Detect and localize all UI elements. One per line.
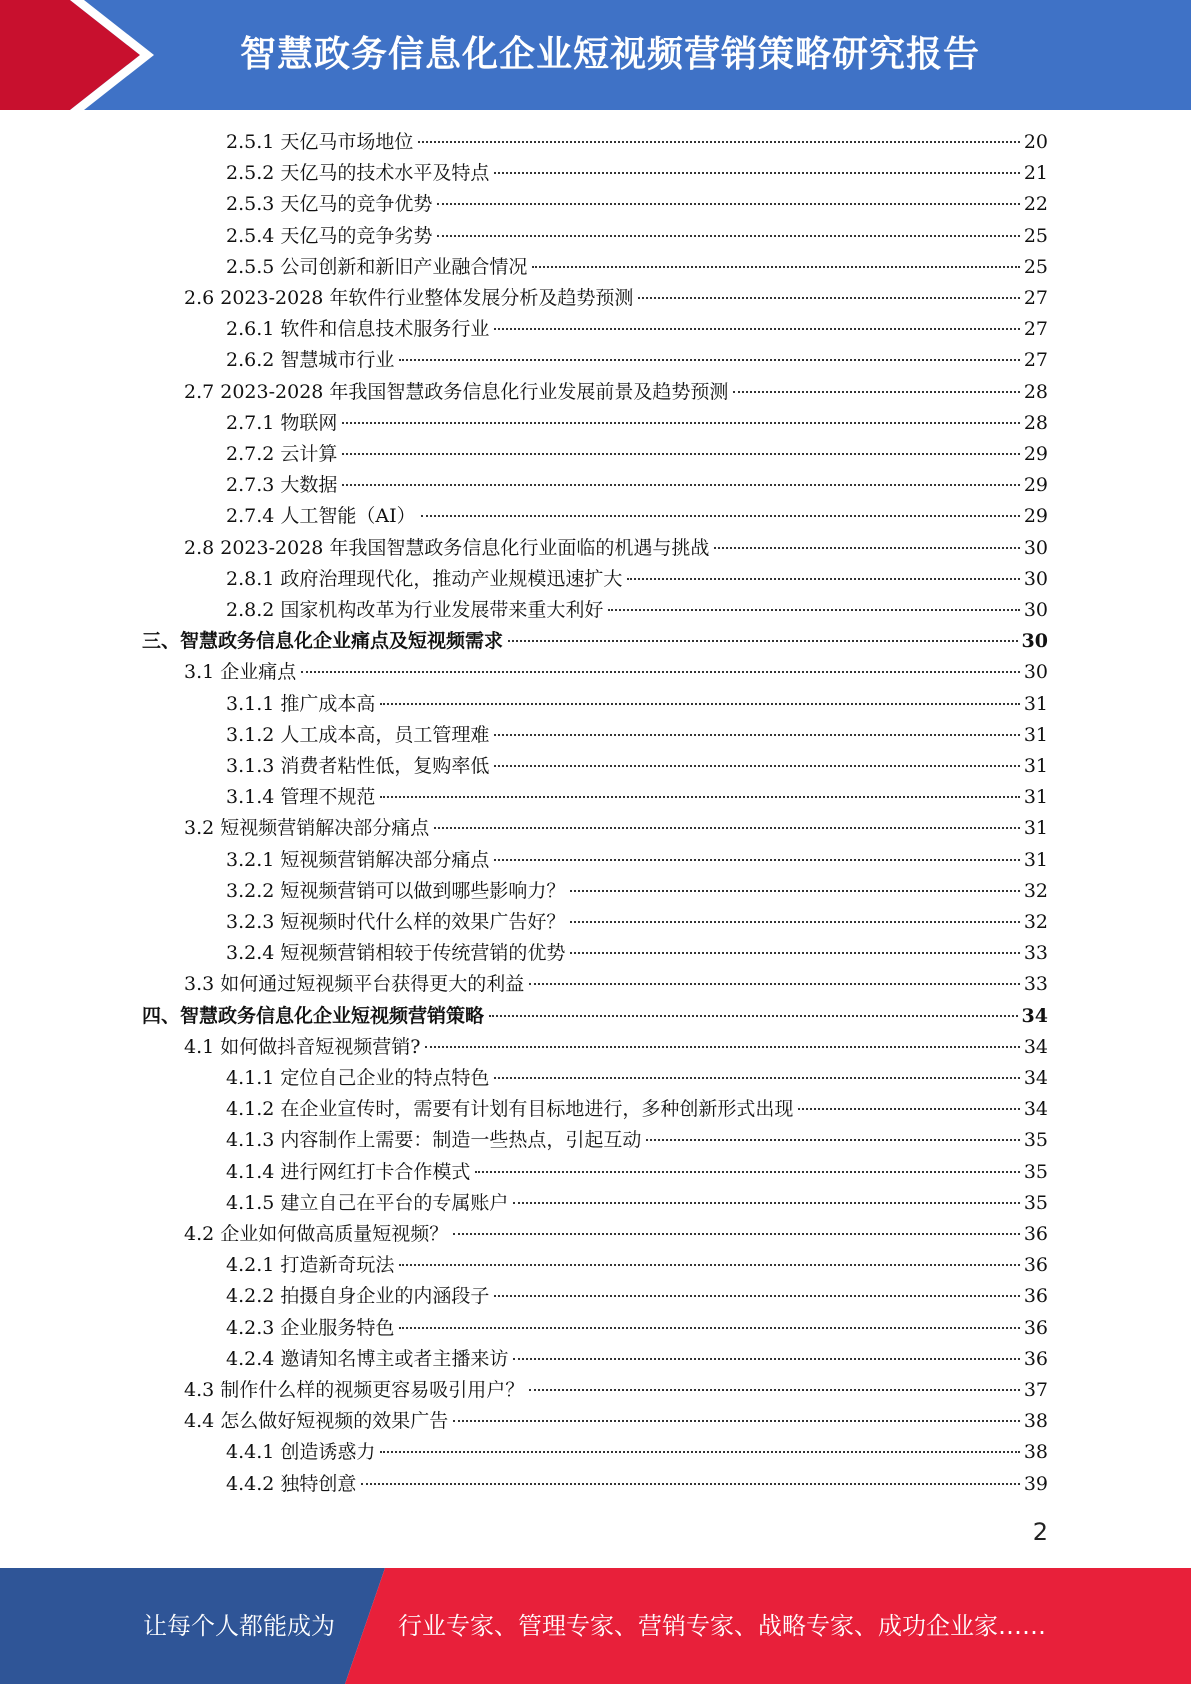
toc-leader-dots — [380, 796, 1019, 798]
toc-entry-title: 2.8.1 政府治理现代化，推动产业规模迅速扩大 — [226, 567, 623, 590]
toc-leader-dots — [570, 921, 1019, 923]
toc-entry-title: 4.2.2 拍摄自身企业的内涵段子 — [226, 1285, 490, 1308]
toc-entry[interactable] — [142, 626, 1048, 657]
toc-entry-page: 36 — [1023, 1223, 1048, 1245]
toc-entry[interactable] — [226, 1469, 1048, 1500]
toc-leader-dots — [798, 1108, 1019, 1110]
toc-entry[interactable] — [184, 969, 1048, 1000]
toc-leader-dots — [301, 671, 1020, 673]
toc-leader-dots — [489, 1015, 1018, 1017]
toc-entry-title: 4.2.4 邀请知名博主或者主播来访 — [226, 1347, 509, 1370]
toc-entry-title: 4.1 如何做抖音短视频营销? — [184, 1035, 421, 1058]
toc-leader-dots — [342, 453, 1019, 455]
toc-entry[interactable] — [226, 564, 1048, 595]
toc-leader-dots — [513, 1358, 1019, 1360]
toc-entry-page: 35 — [1023, 1160, 1048, 1183]
toc-leader-dots — [342, 484, 1019, 486]
toc-leader-dots — [494, 734, 1019, 736]
toc-entry-page: 25 — [1023, 255, 1048, 278]
toc-leader-dots — [494, 1077, 1019, 1079]
toc-entry-page: 30 — [1023, 567, 1048, 590]
toc-leader-dots — [494, 172, 1019, 174]
toc-entry-page: 36 — [1023, 1347, 1048, 1370]
toc-leader-dots — [714, 547, 1019, 549]
toc-leader-dots — [453, 1420, 1020, 1422]
toc-entry[interactable] — [226, 314, 1048, 345]
toc-entry-page: 31 — [1023, 817, 1048, 840]
toc-entry-title: 4.2 企业如何做高质量短视频？ — [184, 1223, 449, 1245]
toc-entry[interactable] — [226, 1094, 1048, 1125]
toc-entry-title: 2.7 2023-2028 年我国智慧政务信息化行业发展前景及趋势预测 — [184, 380, 729, 403]
toc-entry-page: 29 — [1023, 443, 1048, 465]
toc-entry-page: 20 — [1023, 131, 1048, 153]
toc-entry-page: 31 — [1023, 692, 1048, 715]
toc-entry[interactable] — [226, 470, 1048, 501]
toc-entry-title: 2.8.2 国家机构改革为行业发展带来重大利好 — [226, 599, 604, 621]
toc-entry-title: 3.3 如何通过短视频平台获得更大的利益 — [184, 973, 525, 996]
toc-entry-page: 34 — [1021, 1004, 1048, 1027]
toc-entry[interactable] — [184, 1375, 1048, 1406]
toc-entry[interactable] — [226, 876, 1048, 907]
toc-entry-page: 33 — [1023, 942, 1048, 965]
toc-leader-dots — [380, 703, 1019, 705]
toc-entry-title: 4.4 怎么做好短视频的效果广告 — [184, 1410, 449, 1433]
toc-entry-page: 29 — [1023, 505, 1048, 528]
toc-entry-title: 4.1.4 进行网红打卡合作模式 — [226, 1160, 471, 1183]
toc-entry-title: 4.1.3 内容制作上需要：制造一些热点，引起互动 — [226, 1129, 642, 1152]
toc-entry-title: 3.2.3 短视频时代什么样的效果广告好？ — [226, 911, 566, 933]
toc-entry-title: 2.7.2 云计算 — [226, 443, 338, 465]
toc-entry-title: 3.1.2 人工成本高，员工管理难 — [226, 723, 490, 746]
toc-entry-page: 34 — [1023, 1098, 1048, 1121]
toc-leader-dots — [529, 1389, 1020, 1391]
toc-entry-title: 3.1 企业痛点 — [184, 661, 297, 684]
toc-entry-page: 30 — [1023, 599, 1048, 621]
toc-entry[interactable] — [184, 377, 1048, 408]
toc-entry[interactable] — [184, 657, 1048, 688]
toc-entry[interactable] — [184, 1032, 1048, 1063]
toc-leader-dots — [399, 359, 1019, 361]
toc-entry[interactable] — [184, 1406, 1048, 1437]
toc-entry-page: 28 — [1023, 380, 1048, 403]
toc-entry[interactable] — [226, 782, 1048, 813]
toc-entry-title: 三、智慧政务信息化企业痛点及短视频需求 — [142, 630, 504, 653]
toc-entry-title: 2.5.2 天亿马的技术水平及特点 — [226, 162, 490, 185]
toc-entry[interactable] — [226, 1063, 1048, 1094]
toc-leader-dots — [638, 297, 1019, 299]
toc-entry-page: 28 — [1023, 411, 1048, 434]
toc-leader-dots — [529, 983, 1020, 985]
toc-entry[interactable] — [226, 907, 1048, 938]
toc-entry[interactable] — [184, 283, 1048, 314]
toc-entry-title: 2.5.4 天亿马的竞争劣势 — [226, 224, 433, 247]
toc-entry-page: 31 — [1023, 723, 1048, 746]
toc-leader-dots — [399, 1327, 1019, 1329]
toc-entry-title: 4.1.5 建立自己在平台的专属账户 — [226, 1191, 509, 1214]
toc-entry-page: 32 — [1023, 879, 1048, 902]
toc-entry-title: 4.4.2 独特创意 — [226, 1472, 357, 1495]
toc-entry-title: 2.5.1 天亿马市场地位 — [226, 131, 414, 153]
toc-leader-dots — [399, 1264, 1019, 1266]
toc-entry-page: 31 — [1023, 786, 1048, 809]
toc-entry-title: 2.6.2 智慧城市行业 — [226, 349, 395, 372]
toc-entry-page: 22 — [1023, 193, 1048, 216]
toc-entry-title: 4.2.3 企业服务特色 — [226, 1316, 395, 1339]
toc-leader-dots — [425, 1046, 1019, 1048]
toc-entry-title: 3.2.4 短视频营销相较于传统营销的优势 — [226, 942, 566, 965]
toc-leader-dots — [418, 141, 1019, 143]
toc-entry[interactable] — [226, 595, 1048, 626]
toc-entry-title: 4.2.1 打造新奇玩法 — [226, 1254, 395, 1277]
toc-entry-page: 27 — [1023, 318, 1048, 341]
toc-entry-title: 4.1.2 在企业宣传时，需要有计划有目标地进行，多种创新形式出现 — [226, 1098, 794, 1121]
toc-entry-page: 27 — [1023, 287, 1048, 309]
toc-entry-page: 30 — [1023, 536, 1048, 559]
toc-entry-page: 30 — [1023, 661, 1048, 684]
toc-leader-dots — [608, 609, 1019, 611]
toc-entry-page: 21 — [1023, 162, 1048, 185]
toc-entry[interactable] — [226, 751, 1048, 782]
toc-entry-page: 39 — [1023, 1472, 1048, 1495]
toc-leader-dots — [342, 422, 1019, 424]
toc-entry-page: 33 — [1023, 973, 1048, 996]
toc-leader-dots — [361, 1483, 1019, 1485]
toc-leader-dots — [434, 827, 1020, 829]
toc-leader-dots — [437, 203, 1019, 205]
toc-entry[interactable] — [184, 1219, 1048, 1250]
toc-entry-title: 2.6.1 软件和信息技术服务行业 — [226, 318, 490, 341]
toc-entry[interactable] — [226, 1157, 1048, 1188]
header-arrow-icon — [0, 0, 180, 110]
toc-entry[interactable] — [226, 845, 1048, 876]
toc-entry-page: 29 — [1023, 474, 1048, 497]
toc-entry[interactable] — [226, 1437, 1048, 1468]
toc-entry[interactable] — [184, 813, 1048, 844]
toc-entry-page: 35 — [1023, 1191, 1048, 1214]
toc-entry-title: 3.2.2 短视频营销可以做到哪些影响力？ — [226, 879, 566, 902]
toc-entry-page: 34 — [1023, 1067, 1048, 1089]
toc-leader-dots — [646, 1139, 1019, 1141]
toc-leader-dots — [453, 1233, 1020, 1235]
toc-leader-dots — [532, 266, 1019, 268]
toc-entry-title: 四、智慧政务信息化企业短视频营销策略 — [142, 1004, 485, 1027]
toc-entry[interactable] — [142, 1001, 1048, 1032]
report-title: 智慧政务信息化企业短视频营销策略研究报告 — [240, 34, 981, 75]
toc-entry-title: 2.7.4 人工智能（AI） — [226, 505, 416, 528]
toc-entry[interactable] — [226, 408, 1048, 439]
toc-entry-page: 36 — [1023, 1316, 1048, 1339]
toc-leader-dots — [380, 1451, 1019, 1453]
toc-leader-dots — [733, 391, 1019, 393]
toc-leader-dots — [494, 328, 1019, 330]
toc-entry[interactable] — [226, 1250, 1048, 1281]
toc-entry[interactable] — [226, 1313, 1048, 1344]
toc-entry[interactable] — [226, 689, 1048, 720]
toc-entry-page: 37 — [1023, 1379, 1048, 1401]
toc-entry[interactable] — [226, 189, 1048, 220]
toc-leader-dots — [508, 640, 1018, 642]
toc-entry[interactable] — [226, 720, 1048, 751]
toc-leader-dots — [421, 515, 1020, 517]
toc-entry-page: 38 — [1023, 1410, 1048, 1433]
toc-entry-title: 3.1.1 推广成本高 — [226, 692, 376, 715]
toc-entry-title: 4.1.1 定位自己企业的特点特色 — [226, 1067, 490, 1089]
toc-entry-title: 2.7.3 大数据 — [226, 474, 338, 497]
toc-entry-page: 36 — [1023, 1285, 1048, 1308]
toc-entry[interactable] — [226, 127, 1048, 158]
toc-leader-dots — [494, 859, 1019, 861]
toc-entry-title: 4.4.1 创造诱惑力 — [226, 1441, 376, 1464]
toc-entry-page: 30 — [1021, 630, 1048, 653]
toc-entry-page: 38 — [1023, 1441, 1048, 1464]
page-number: 2 — [1032, 1518, 1048, 1546]
toc-entry[interactable] — [226, 221, 1048, 252]
page-footer — [0, 1568, 1191, 1684]
toc-entry-title: 2.5.3 天亿马的竞争优势 — [226, 193, 433, 216]
toc-leader-dots — [494, 765, 1019, 767]
toc-entry[interactable] — [226, 1281, 1048, 1312]
toc-leader-dots — [570, 890, 1019, 892]
toc-entry[interactable] — [226, 345, 1048, 376]
toc-leader-dots — [570, 952, 1019, 954]
toc-leader-dots — [513, 1202, 1019, 1204]
toc-entry[interactable] — [226, 1188, 1048, 1219]
toc-entry[interactable] — [226, 501, 1048, 532]
toc-entry-page: 31 — [1023, 755, 1048, 777]
toc-entry-title: 4.3 制作什么样的视频更容易吸引用户？ — [184, 1379, 525, 1401]
toc-entry-title: 2.6 2023-2028 年软件行业整体发展分析及趋势预测 — [184, 287, 634, 309]
toc-entry-title: 3.2 短视频营销解决部分痛点 — [184, 817, 430, 840]
toc-entry[interactable] — [226, 439, 1048, 470]
toc-entry-page: 36 — [1023, 1254, 1048, 1277]
toc-entry-page: 27 — [1023, 349, 1048, 372]
toc-leader-dots — [627, 578, 1019, 580]
toc-entry[interactable] — [226, 252, 1048, 283]
toc-entry[interactable] — [226, 1344, 1048, 1375]
toc-entry-title: 3.2.1 短视频营销解决部分痛点 — [226, 848, 490, 871]
toc-entry[interactable] — [226, 158, 1048, 189]
toc-entry-title: 2.8 2023-2028 年我国智慧政务信息化行业面临的机遇与挑战 — [184, 536, 710, 559]
toc-leader-dots — [437, 235, 1019, 237]
toc-entry-page: 25 — [1023, 224, 1048, 247]
toc-entry-page: 34 — [1023, 1035, 1048, 1058]
toc-entry-title: 2.5.5 公司创新和新旧产业融合情况 — [226, 255, 528, 278]
toc-entry-page: 32 — [1023, 911, 1048, 933]
toc-entry-page: 31 — [1023, 848, 1048, 871]
footer-slogan-right: 行业专家、管理专家、营销专家、战略专家、成功企业家…… — [398, 1612, 1046, 1640]
toc-leader-dots — [494, 1295, 1019, 1297]
toc-entry[interactable] — [226, 1125, 1048, 1156]
toc-leader-dots — [475, 1171, 1019, 1173]
footer-slogan-left: 让每个人都能成为 — [143, 1612, 335, 1640]
toc-entry-title: 3.1.3 消费者粘性低，复购率低 — [226, 755, 490, 777]
toc-entry-title: 2.7.1 物联网 — [226, 411, 338, 434]
toc-entry-title: 3.1.4 管理不规范 — [226, 786, 376, 809]
toc-entry[interactable] — [184, 533, 1048, 564]
toc-entry[interactable] — [226, 938, 1048, 969]
toc-entry-page: 35 — [1023, 1129, 1048, 1152]
page-header — [0, 0, 1191, 110]
